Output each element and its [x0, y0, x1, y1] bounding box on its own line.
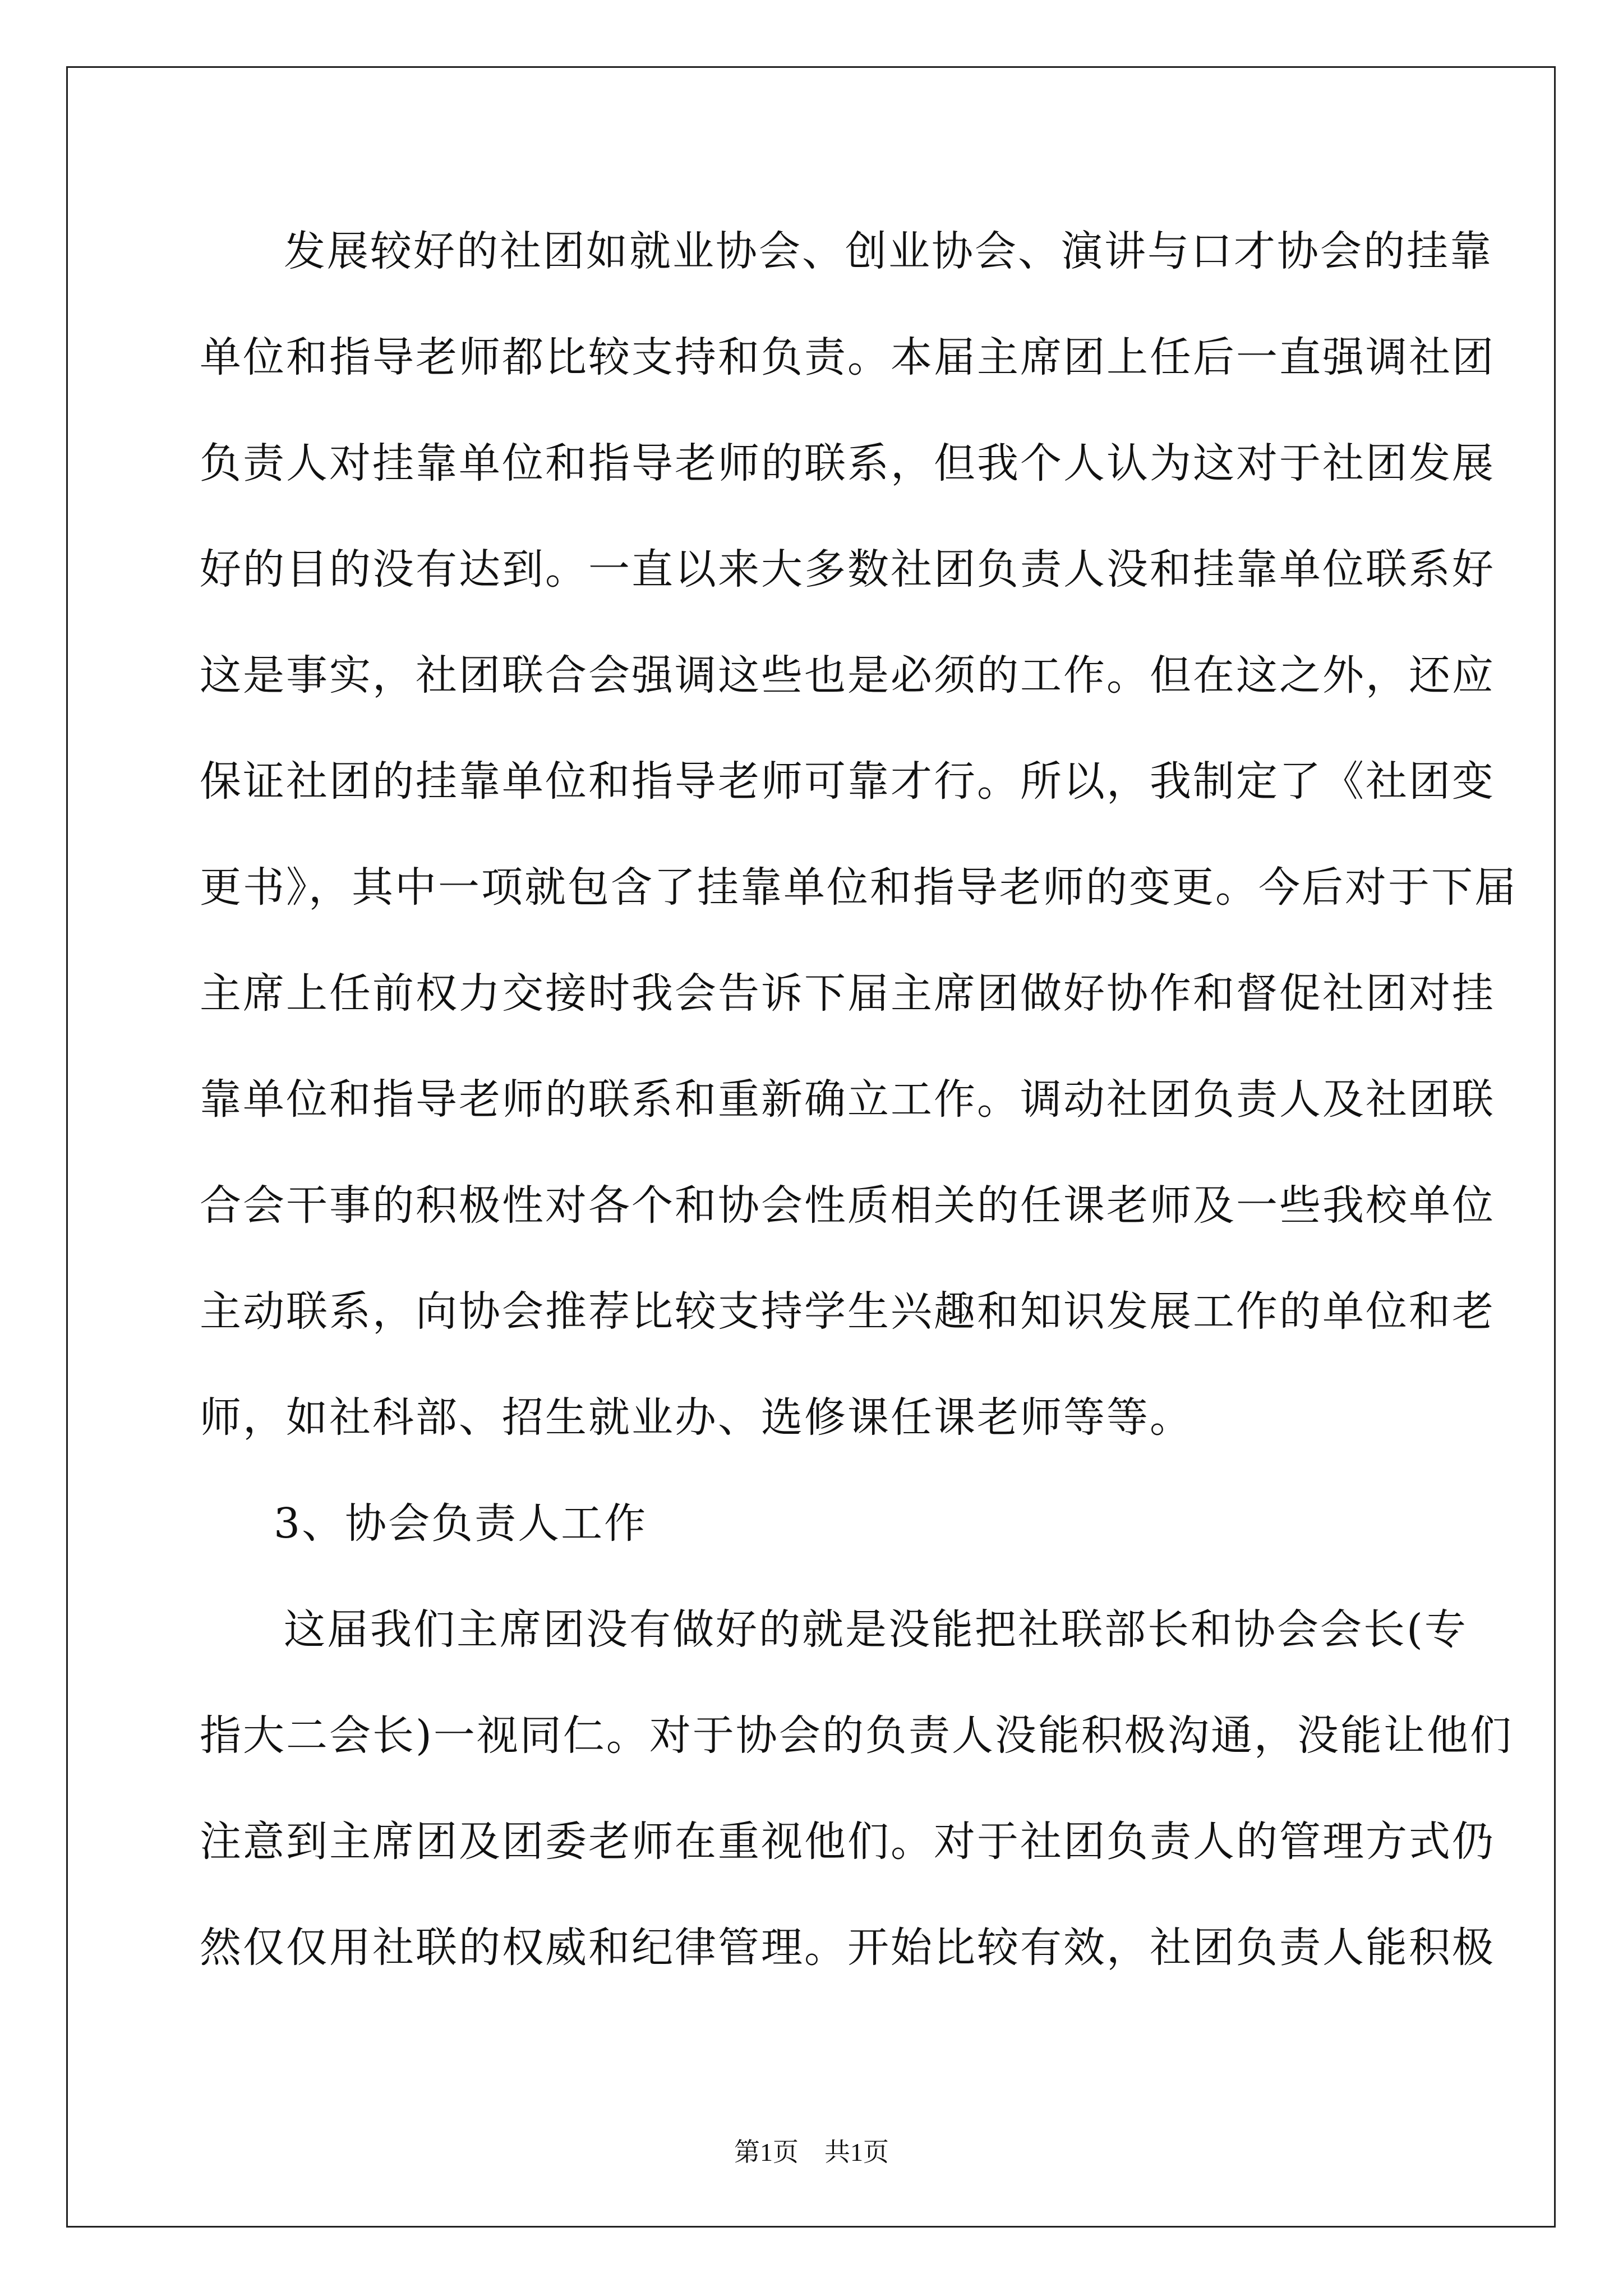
paragraph-line: 单位和指导老师都比较支持和负责。本届主席团上任后一直强调社团	[200, 333, 1495, 381]
paragraph-line: 然仅仅用社联的权威和纪律管理。开始比较有效，社团负责人能积极	[200, 1924, 1495, 1972]
paragraph-line: 指大二会长)一视同仁。对于协会的负责人没能积极沟通，没能让他们	[200, 1711, 1513, 1760]
paragraph-line: 更书》，其中一项就包含了挂靠单位和指导老师的变更。今后对于下届	[200, 863, 1518, 912]
document-body	[200, 212, 1518, 2014]
paragraph-line: 主席上任前权力交接时我会告诉下届主席团做好协作和督促社团对挂	[200, 969, 1495, 1018]
page-footer: 第1页 共1页	[734, 2138, 889, 2166]
paragraph-line: 保证社团的挂靠单位和指导老师可靠才行。所以，我制定了《社团变	[200, 757, 1495, 806]
paragraph-line: 这是事实，社团联合会强调这些也是必须的工作。但在这之外，还应	[200, 651, 1495, 700]
paragraph-line: 师，如社科部、招生就业办、选修课任课老师等等。	[200, 1393, 1193, 1442]
paragraph-line: 好的目的没有达到。一直以来大多数社团负责人没和挂靠单位联系好	[200, 545, 1495, 593]
paragraph-line: 注意到主席团及团委老师在重视他们。对于社团负责人的管理方式仍	[200, 1818, 1495, 1866]
paragraph-line: 主动联系，向协会推荐比较支持学生兴趣和知识发展工作的单位和老	[200, 1287, 1495, 1336]
paragraph-line: 这届我们主席团没有做好的就是没能把社联部长和协会会长(专	[284, 1605, 1468, 1654]
paragraph-line: 合会干事的积极性对各个和协会性质相关的任课老师及一些我校单位	[200, 1181, 1495, 1230]
paragraph-line: 靠单位和指导老师的联系和重新确立工作。调动社团负责人及社团联	[200, 1075, 1495, 1124]
paragraph-line: 发展较好的社团如就业协会、创业协会、演讲与口才协会的挂靠	[284, 227, 1493, 275]
paragraph-line: 负责人对挂靠单位和指导老师的联系，但我个人认为这对于社团发展	[200, 439, 1495, 487]
section-heading: 3、协会负责人工作	[274, 1499, 648, 1548]
